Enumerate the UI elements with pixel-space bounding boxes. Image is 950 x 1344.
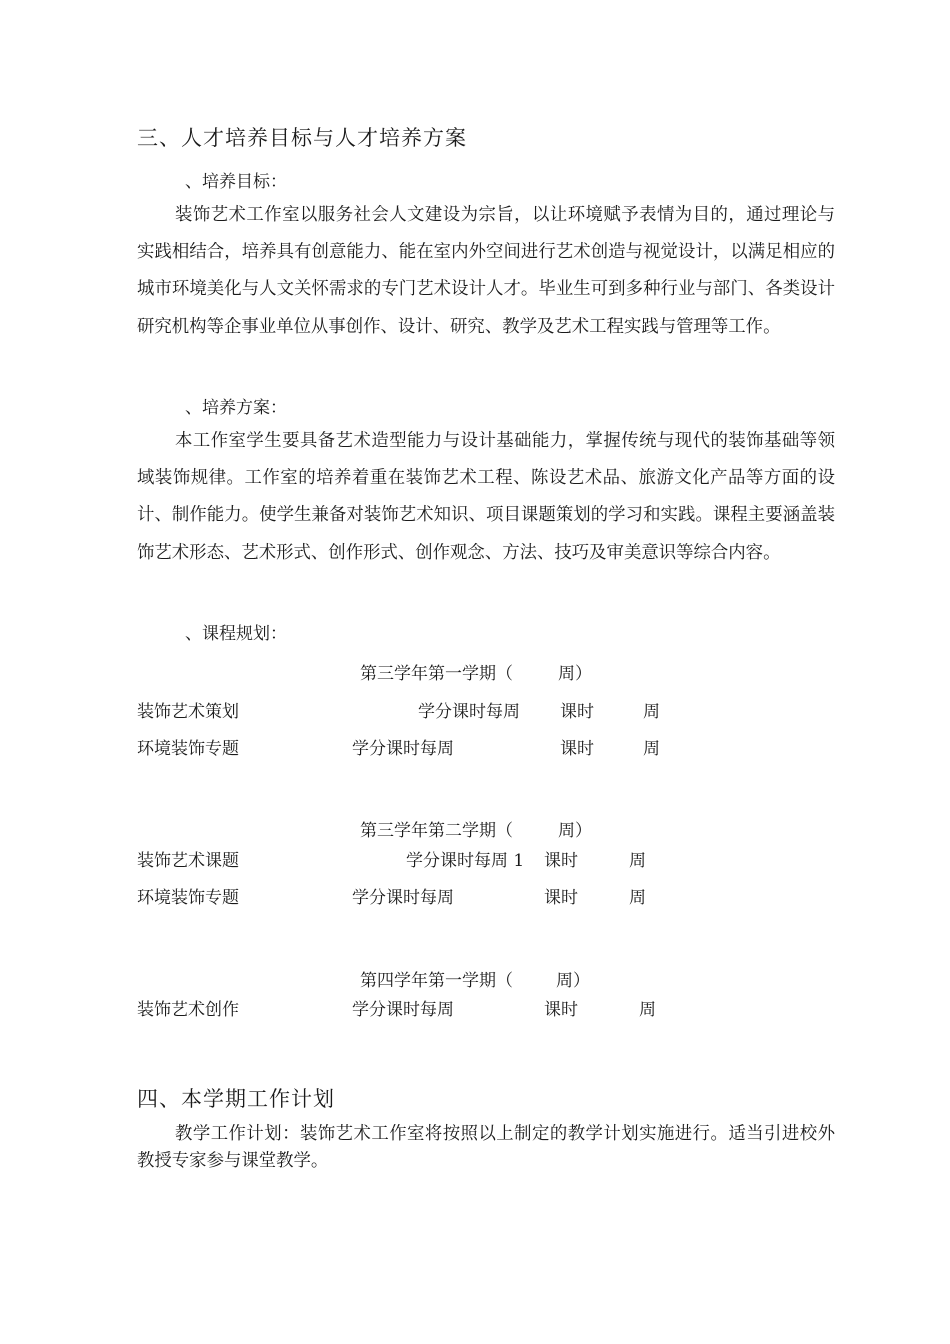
work-plan-paragraph: 教学工作计划：装饰艺术工作室将按照以上制定的教学计划实施进行。适当引进校外教授专家参与课堂教学。 (137, 1124, 835, 1171)
course-credit: 学分课时每周 (418, 702, 520, 722)
goal-paragraph: 装饰艺术工作室以服务社会人文建设为宗旨，以让环境赋予表情为目的，通过理论与实践相结合，培养具有创意能力、能在室内外空间进行艺术创造与视觉设计，以满足相应的城市环境美化与人文关怀需求的专门艺术设计人才。毕业生可到多种行业与部门、各类设计研究机构等企事业单位从事创作、设计、研究、教学及艺术工程实践与管理等工作。 (137, 205, 835, 337)
goal-label: 、培养目标： (185, 172, 287, 192)
semester-weeks: 周） (558, 821, 592, 841)
semester-weeks: 周） (558, 664, 592, 684)
course-credit: 学分课时每周 1 (406, 851, 525, 871)
course-week: 周 (643, 702, 660, 722)
course-plan-label: 、课程规划： (185, 624, 287, 644)
section3-heading: 三、人才培养目标与人才培养方案 (137, 126, 467, 150)
semester-weeks: 周） (556, 971, 590, 991)
course-credit: 学分课时每周 (352, 888, 454, 908)
course-credit: 学分课时每周 (352, 1000, 454, 1020)
course-hours: 课时 (544, 888, 578, 908)
course-hours: 课时 (560, 739, 594, 759)
course-name: 环境装饰专题 (137, 888, 239, 908)
course-name: 装饰艺术课题 (137, 851, 239, 871)
semester-title: 第四学年第一学期（ (360, 971, 513, 991)
course-hours: 课时 (544, 851, 578, 871)
course-week: 周 (629, 888, 646, 908)
course-credit: 学分课时每周 (352, 739, 454, 759)
plan-paragraph: 本工作室学生要具备艺术造型能力与设计基础能力，掌握传统与现代的装饰基础等领域装饰规律。工作室的培养着重在装饰艺术工程、陈设艺术品、旅游文化产品等方面的设计、制作能力。使学生兼备对装饰艺术知识、项目课题策划的学习和实践。课程主要涵盖装饰艺术形态、艺术形式、创作形式、创作观念、方法、技巧及审美意识等综合内容。 (137, 431, 835, 563)
section4-heading: 四、本学期工作计划 (137, 1087, 335, 1111)
course-name: 环境装饰专题 (137, 739, 239, 759)
course-name: 装饰艺术策划 (137, 702, 239, 722)
course-week: 周 (639, 1000, 656, 1020)
course-hours: 课时 (544, 1000, 578, 1020)
plan-label: 、培养方案： (185, 398, 287, 418)
course-week: 周 (629, 851, 646, 871)
course-name: 装饰艺术创作 (137, 1000, 239, 1020)
semester-title: 第三学年第一学期（ (360, 664, 513, 684)
semester-title: 第三学年第二学期（ (360, 821, 513, 841)
course-week: 周 (643, 739, 660, 759)
course-hours: 课时 (560, 702, 594, 722)
